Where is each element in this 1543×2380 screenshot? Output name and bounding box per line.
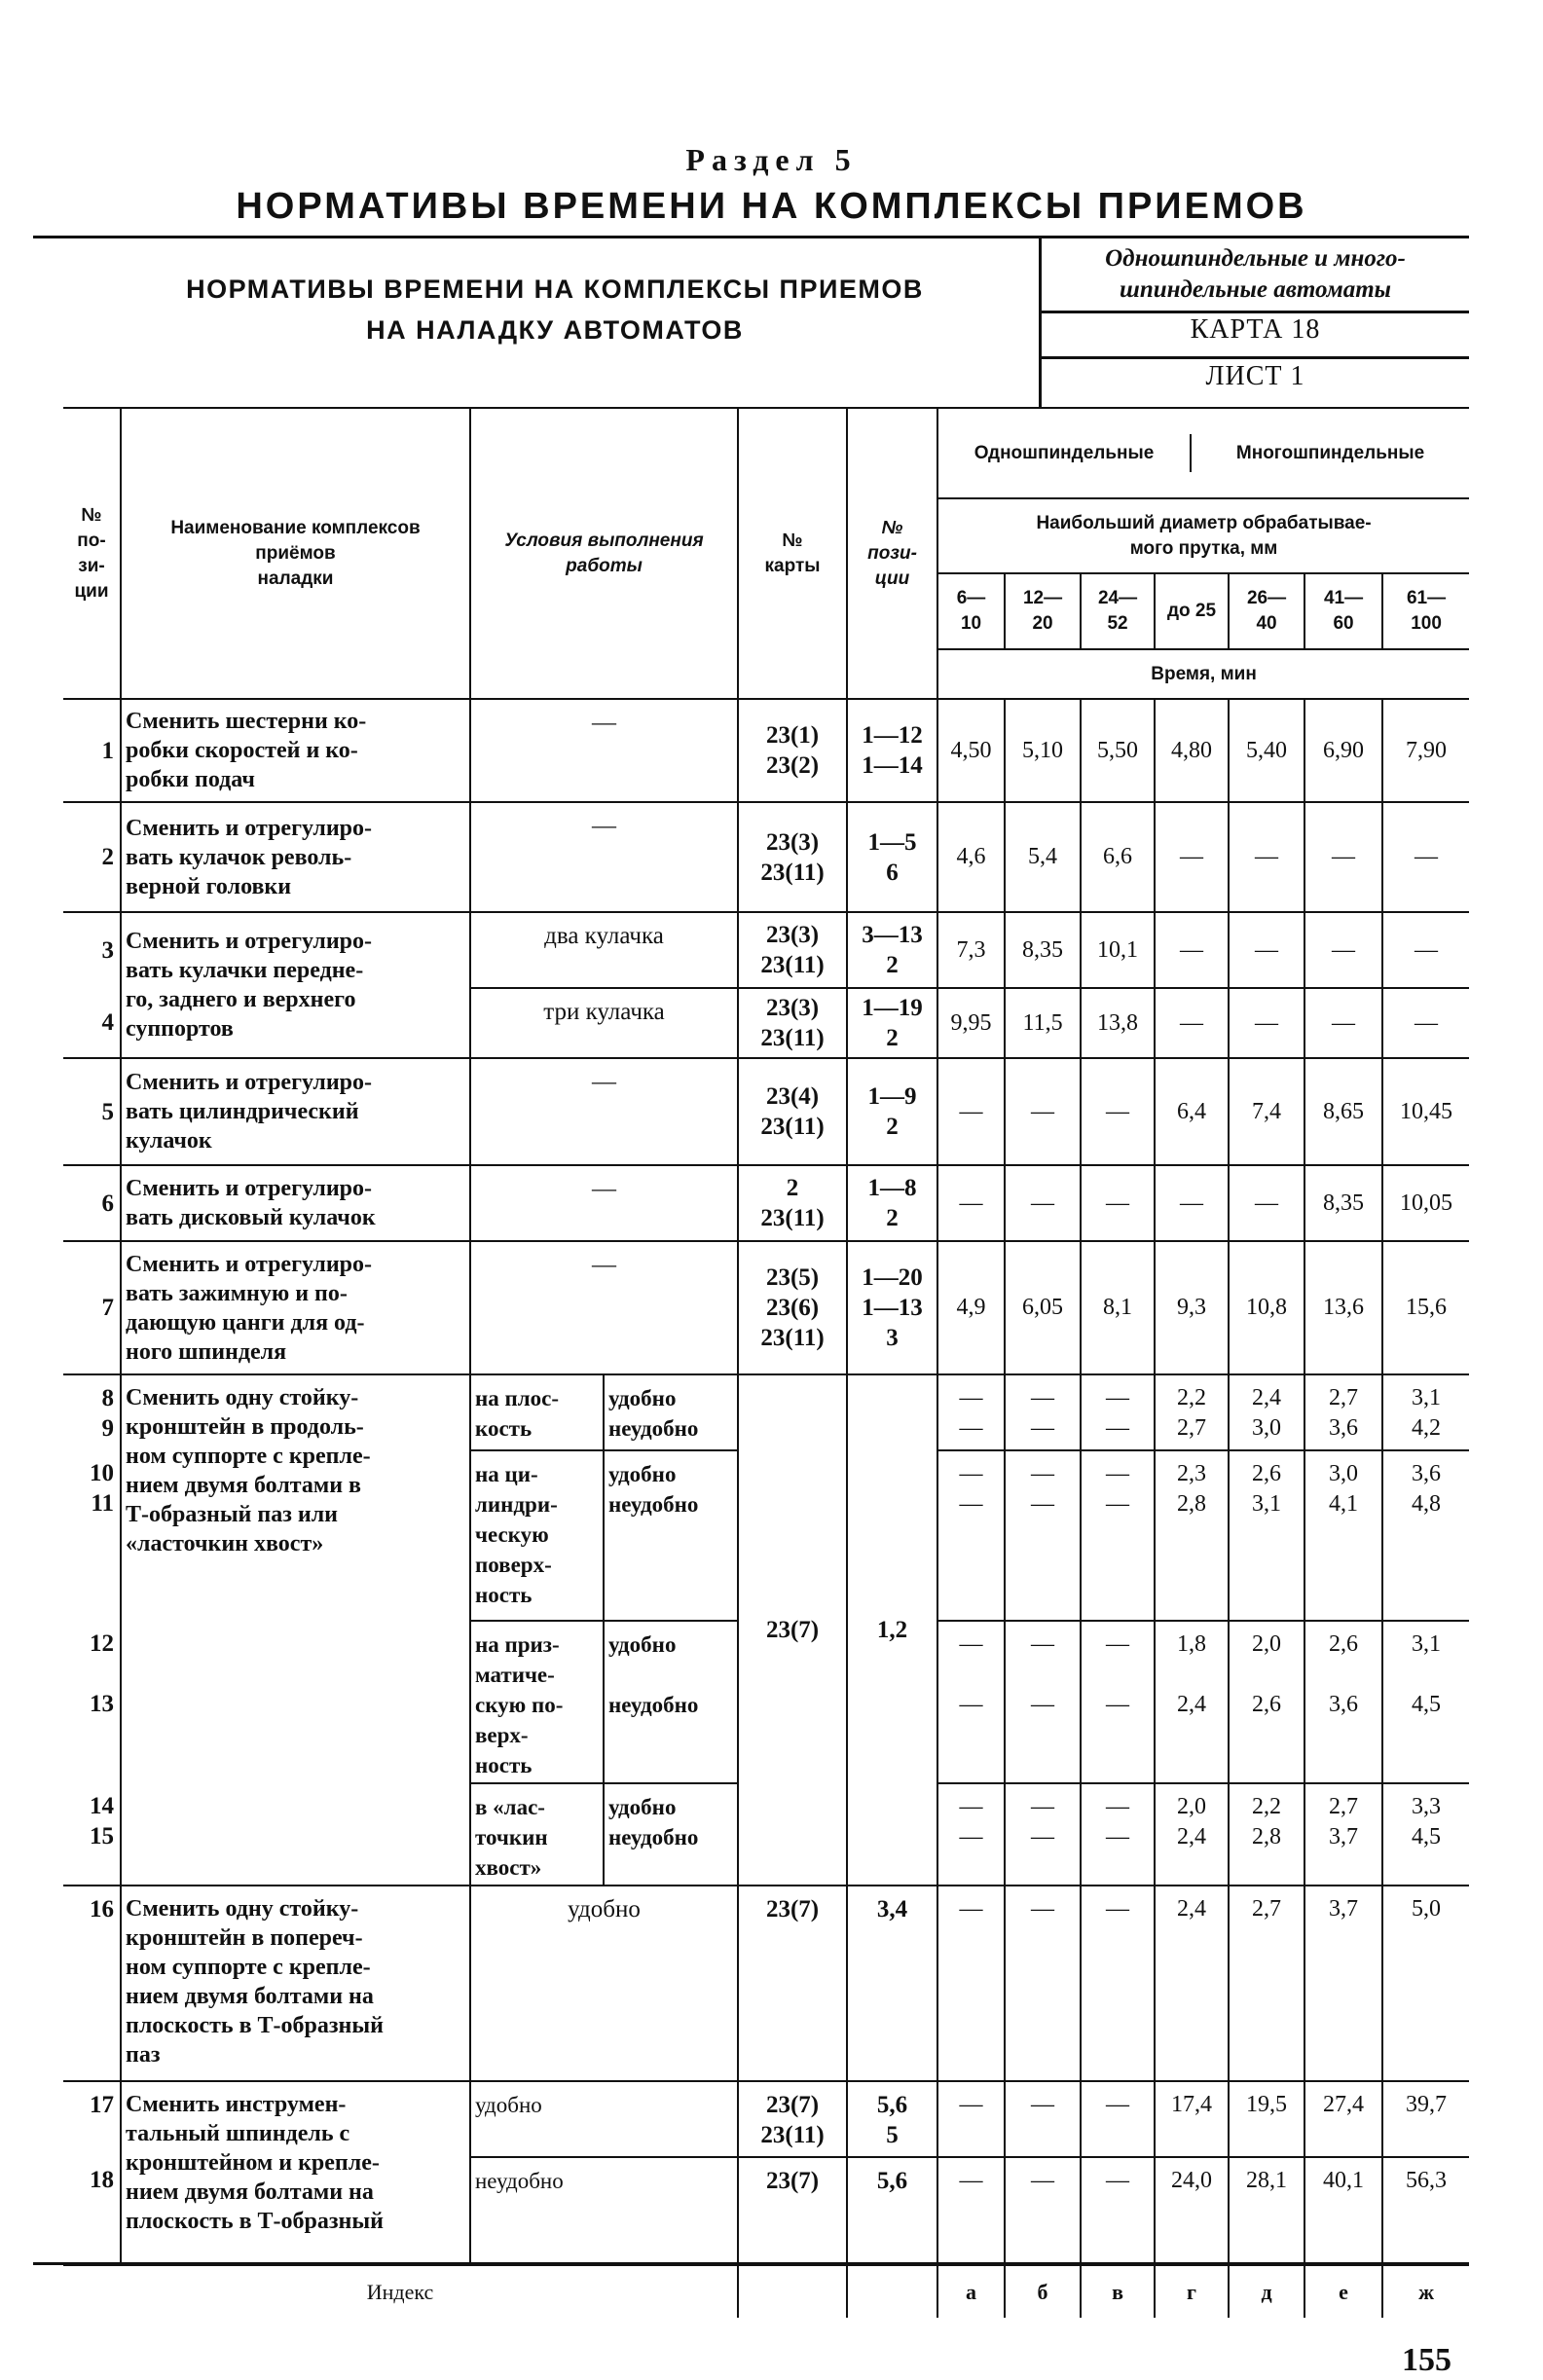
card-number: 23(3) 23(11) <box>738 802 847 912</box>
time-value: 4,50 <box>937 699 1005 802</box>
time-value: — <box>1081 1165 1155 1241</box>
operation-name: Сменить и отрегулиро- вать зажимную и по- дающую цанги для од- ного шпинделя <box>121 1241 470 1374</box>
position-number: 3 <box>63 912 121 988</box>
time-value: 6,6 <box>1081 802 1155 912</box>
time-value: 3,0 4,1 <box>1304 1450 1382 1621</box>
time-value: 4,9 <box>937 1241 1005 1374</box>
time-value: — <box>1081 2157 1155 2265</box>
time-value: 4,6 <box>937 802 1005 912</box>
position-number: 4 <box>63 988 121 1058</box>
time-value: 5,40 <box>1229 699 1304 802</box>
header-diameter-range: 24— 52 <box>1081 573 1155 649</box>
time-value: — <box>937 1886 1005 2081</box>
operation-name: Сменить и отрегулиро- вать кулачок револь- верной головки <box>121 802 470 912</box>
position-range: 5,6 5 <box>847 2081 937 2157</box>
table-row <box>63 1165 1469 1241</box>
time-value: 2,7 3,7 <box>1304 1783 1382 1886</box>
position-number: 5 <box>63 1058 121 1165</box>
time-value: — — <box>1005 1450 1081 1621</box>
time-value: 2,7 3,6 <box>1304 1374 1382 1450</box>
time-value: — <box>1005 1058 1081 1165</box>
card-number: 23(5) 23(6) 23(11) <box>738 1241 847 1374</box>
time-value: 2,6 3,6 <box>1304 1621 1382 1783</box>
time-value: — <box>1382 912 1469 988</box>
page-title: НОРМАТИВЫ ВРЕМЕНИ НА КОМПЛЕКСЫ ПРИЕМОВ <box>236 186 1307 227</box>
surface-type: на приз- матиче- скую по- верх- ность <box>470 1621 604 1783</box>
time-value: 7,90 <box>1382 699 1469 802</box>
time-value: 2,7 <box>1229 1886 1304 2081</box>
work-conditions: — <box>470 1165 738 1241</box>
index-label: Индекс <box>63 2265 738 2318</box>
time-value: 13,8 <box>1081 988 1155 1058</box>
position-number: 17 <box>63 2081 121 2157</box>
time-value: 6,05 <box>1005 1241 1081 1374</box>
header-multi-spindle: Многошпиндельные <box>1235 442 1425 463</box>
time-value: 2,3 2,8 <box>1155 1450 1229 1621</box>
table-row <box>63 912 1469 988</box>
time-value: — <box>1081 1058 1155 1165</box>
time-value: — — <box>1081 1450 1155 1621</box>
index-card-blank <box>738 2265 847 2318</box>
time-value: 13,6 <box>1304 1241 1382 1374</box>
time-value: — — <box>1081 1783 1155 1886</box>
divider <box>33 236 1469 238</box>
index-letter: г <box>1155 2265 1229 2318</box>
time-value: 5,4 <box>1005 802 1081 912</box>
position-range: 1—9 2 <box>847 1058 937 1165</box>
time-value: — <box>1155 802 1229 912</box>
time-value: 3,1 4,2 <box>1382 1374 1469 1450</box>
convenience: удобно неудобно <box>604 1374 738 1450</box>
time-value: — — <box>1005 1374 1081 1450</box>
time-value: — <box>1304 912 1382 988</box>
time-value: 28,1 <box>1229 2157 1304 2265</box>
operation-name: Сменить одну стойку- кронштейн в продоль- ном суппорте с крепле- нием двумя болтами в Т-образный паз или «ласточкин хвост» <box>121 1374 470 1886</box>
operation-name: Сменить и отрегулиро- вать цилиндрический кулачок <box>121 1058 470 1165</box>
card-number: 23(7) <box>738 1374 847 1886</box>
time-value: 10,05 <box>1382 1165 1469 1241</box>
time-value: — <box>1155 988 1229 1058</box>
work-conditions: — <box>470 699 738 802</box>
time-value: — — <box>937 1783 1005 1886</box>
time-value: — <box>1005 2081 1081 2157</box>
index-letter: а <box>937 2265 1005 2318</box>
position-number: 10 11 <box>63 1450 121 1621</box>
index-letter: в <box>1081 2265 1155 2318</box>
work-conditions: — <box>470 802 738 912</box>
time-value: 8,35 <box>1304 1165 1382 1241</box>
time-value: — <box>1229 802 1304 912</box>
time-value: 39,7 <box>1382 2081 1469 2157</box>
operation-name: Сменить одну стойку- кронштейн в попереч- ном суппорте с крепле- нием двумя болтами на плоскость в Т-образный паз <box>121 1886 470 2081</box>
index-letter: ж <box>1382 2265 1469 2318</box>
operation-name: Сменить и отрегулиро- вать кулачки передне- го, заднего и верхнего суппортов <box>121 912 470 1058</box>
position-range: 3—13 2 <box>847 912 937 988</box>
header-diameter-range: 26— 40 <box>1229 573 1304 649</box>
divider <box>1039 356 1469 359</box>
time-value: 27,4 <box>1304 2081 1382 2157</box>
table-row <box>63 1886 1469 2081</box>
surface-type: в «лас- точкин хвост» <box>470 1783 604 1886</box>
header-time: Время, мин <box>937 649 1469 699</box>
card-number: 23(7) <box>738 2157 847 2265</box>
table-row <box>63 802 1469 912</box>
time-value: 3,6 4,8 <box>1382 1450 1469 1621</box>
machine-type: Одношпиндельные и много- шпиндельные автоматы <box>1105 245 1406 303</box>
time-value: 1,8 2,4 <box>1155 1621 1229 1783</box>
page-number: 155 <box>1402 2342 1451 2378</box>
time-value: 15,6 <box>1382 1241 1469 1374</box>
header-diameter-range: 61— 100 <box>1382 573 1469 649</box>
position-number: 12 13 <box>63 1621 121 1783</box>
card-number: 23(3) 23(11) <box>738 988 847 1058</box>
time-value: — <box>1304 802 1382 912</box>
time-value: 6,4 <box>1155 1058 1229 1165</box>
card-number: КАРТА 18 <box>1190 314 1321 345</box>
position-range: 5,6 <box>847 2157 937 2265</box>
time-value: — <box>937 1058 1005 1165</box>
time-value: 11,5 <box>1005 988 1081 1058</box>
card-number: 23(7) 23(11) <box>738 2081 847 2157</box>
work-conditions: неудобно <box>470 2157 738 2265</box>
time-value: — <box>1005 2157 1081 2265</box>
time-value: 5,10 <box>1005 699 1081 802</box>
table-title: НОРМАТИВЫ ВРЕМЕНИ НА КОМПЛЕКСЫ ПРИЕМОВ НА НАЛАДКУ АВТОМАТОВ <box>186 275 924 345</box>
position-range: 1—19 2 <box>847 988 937 1058</box>
time-value: — <box>1304 988 1382 1058</box>
header-single-spindle: Одношпиндельные <box>938 434 1192 472</box>
header-diameter-range: до 25 <box>1155 573 1229 649</box>
index-letter: б <box>1005 2265 1081 2318</box>
time-value: 2,6 3,1 <box>1229 1450 1304 1621</box>
time-value: — <box>1155 912 1229 988</box>
time-value: 3,7 <box>1304 1886 1382 2081</box>
table-row <box>63 699 1469 802</box>
header-diameter-range: 12— 20 <box>1005 573 1081 649</box>
time-value: 5,0 <box>1382 1886 1469 2081</box>
time-value: — <box>1155 1165 1229 1241</box>
time-value: — — <box>937 1621 1005 1783</box>
header-conditions: Условия выполнения работы <box>470 408 738 699</box>
time-value: 9,3 <box>1155 1241 1229 1374</box>
time-value: 3,3 4,5 <box>1382 1783 1469 1886</box>
time-value: — — <box>937 1450 1005 1621</box>
work-conditions: три кулачка <box>470 988 738 1058</box>
time-value: 5,50 <box>1081 699 1155 802</box>
time-value: 4,80 <box>1155 699 1229 802</box>
time-value: — <box>1229 988 1304 1058</box>
convenience: удобно неудобно <box>604 1621 738 1783</box>
time-value: — <box>1081 1886 1155 2081</box>
header-name: Наименование комплексов приёмов наладки <box>121 408 470 699</box>
card-number: 23(1) 23(2) <box>738 699 847 802</box>
card-number: 23(4) 23(11) <box>738 1058 847 1165</box>
time-value: — — <box>1005 1621 1081 1783</box>
header-spindle-type <box>937 408 1469 498</box>
position-range: 3,4 <box>847 1886 937 2081</box>
convenience: удобно неудобно <box>604 1783 738 1886</box>
time-value: 2,4 3,0 <box>1229 1374 1304 1450</box>
header-diameter-range: 41— 60 <box>1304 573 1382 649</box>
position-number: 6 <box>63 1165 121 1241</box>
position-range: 1—5 6 <box>847 802 937 912</box>
surface-type: на плос- кость <box>470 1374 604 1450</box>
header-diameter: Наибольший диаметр обрабатывае- мого прутка, мм <box>937 498 1469 573</box>
time-value: — <box>1229 1165 1304 1241</box>
time-value: — — <box>1005 1783 1081 1886</box>
time-value: 3,1 4,5 <box>1382 1621 1469 1783</box>
work-conditions: удобно <box>470 2081 738 2157</box>
work-conditions: удобно <box>470 1886 738 2081</box>
sheet-number: ЛИСТ 1 <box>1205 361 1305 391</box>
time-value: 17,4 <box>1155 2081 1229 2157</box>
header-card-no: № карты <box>738 408 847 699</box>
time-value: — — <box>937 1374 1005 1450</box>
time-value: 7,3 <box>937 912 1005 988</box>
time-value: — <box>937 2081 1005 2157</box>
time-value: — <box>937 2157 1005 2265</box>
time-value: 2,2 2,8 <box>1229 1783 1304 1886</box>
position-number: 8 9 <box>63 1374 121 1450</box>
time-value: — <box>1229 912 1304 988</box>
position-number: 2 <box>63 802 121 912</box>
time-value: 56,3 <box>1382 2157 1469 2265</box>
card-number: 2 23(11) <box>738 1165 847 1241</box>
surface-type: на ци- линдри- ческую поверх- ность <box>470 1450 604 1621</box>
position-range: 1,2 <box>847 1374 937 1886</box>
time-value: 2,4 <box>1155 1886 1229 2081</box>
position-number: 14 15 <box>63 1783 121 1886</box>
table-row <box>63 1241 1469 1374</box>
table-row <box>63 2081 1469 2157</box>
operation-name: Сменить и отрегулиро- вать дисковый кулачок <box>121 1165 470 1241</box>
time-value: — <box>1005 1165 1081 1241</box>
time-value: — <box>1005 1886 1081 2081</box>
convenience: удобно неудобно <box>604 1450 738 1621</box>
position-number: 16 <box>63 1886 121 2081</box>
position-range: 1—8 2 <box>847 1165 937 1241</box>
table-row <box>63 2265 1469 2318</box>
time-value: — <box>937 1165 1005 1241</box>
time-value: 7,4 <box>1229 1058 1304 1165</box>
time-value: — <box>1382 802 1469 912</box>
time-value: — <box>1081 2081 1155 2157</box>
time-value: 40,1 <box>1304 2157 1382 2265</box>
time-value: — <box>1382 988 1469 1058</box>
time-value: — — <box>1081 1374 1155 1450</box>
section-heading: Раздел 5 <box>685 142 858 177</box>
table-row <box>63 1058 1469 1165</box>
time-value: 24,0 <box>1155 2157 1229 2265</box>
time-value: 10,45 <box>1382 1058 1469 1165</box>
position-number: 18 <box>63 2157 121 2265</box>
position-range: 1—20 1—13 3 <box>847 1241 937 1374</box>
header-diameter-range: 6— 10 <box>937 573 1005 649</box>
norms-table <box>63 407 1469 2318</box>
card-number: 23(3) 23(11) <box>738 912 847 988</box>
time-value: 10,8 <box>1229 1241 1304 1374</box>
index-letter: д <box>1229 2265 1304 2318</box>
position-number: 7 <box>63 1241 121 1374</box>
index-position-blank <box>847 2265 937 2318</box>
operation-name: Сменить шестерни ко- робки скоростей и ко- робки подач <box>121 699 470 802</box>
time-value: 8,1 <box>1081 1241 1155 1374</box>
header-position-no: № по- зи- ции <box>63 408 121 699</box>
position-number: 1 <box>63 699 121 802</box>
time-value: 2,0 2,4 <box>1155 1783 1229 1886</box>
time-value: 8,35 <box>1005 912 1081 988</box>
table-row <box>63 1374 1469 1450</box>
work-conditions: — <box>470 1241 738 1374</box>
work-conditions: — <box>470 1058 738 1165</box>
time-value: 2,2 2,7 <box>1155 1374 1229 1450</box>
time-value: 8,65 <box>1304 1058 1382 1165</box>
card-number: 23(7) <box>738 1886 847 2081</box>
time-value: 6,90 <box>1304 699 1382 802</box>
divider <box>33 2262 1469 2265</box>
index-letter: е <box>1304 2265 1382 2318</box>
time-value: 9,95 <box>937 988 1005 1058</box>
time-value: — — <box>1081 1621 1155 1783</box>
time-value: 10,1 <box>1081 912 1155 988</box>
operation-name: Сменить инструмен- тальный шпиндель с кронштейном и крепле- нием двумя болтами на плоскость в Т-образный <box>121 2081 470 2265</box>
time-value: 2,0 2,6 <box>1229 1621 1304 1783</box>
header-position-number: № пози- ции <box>847 408 937 699</box>
position-range: 1—12 1—14 <box>847 699 937 802</box>
time-value: 19,5 <box>1229 2081 1304 2157</box>
work-conditions: два кулачка <box>470 912 738 988</box>
